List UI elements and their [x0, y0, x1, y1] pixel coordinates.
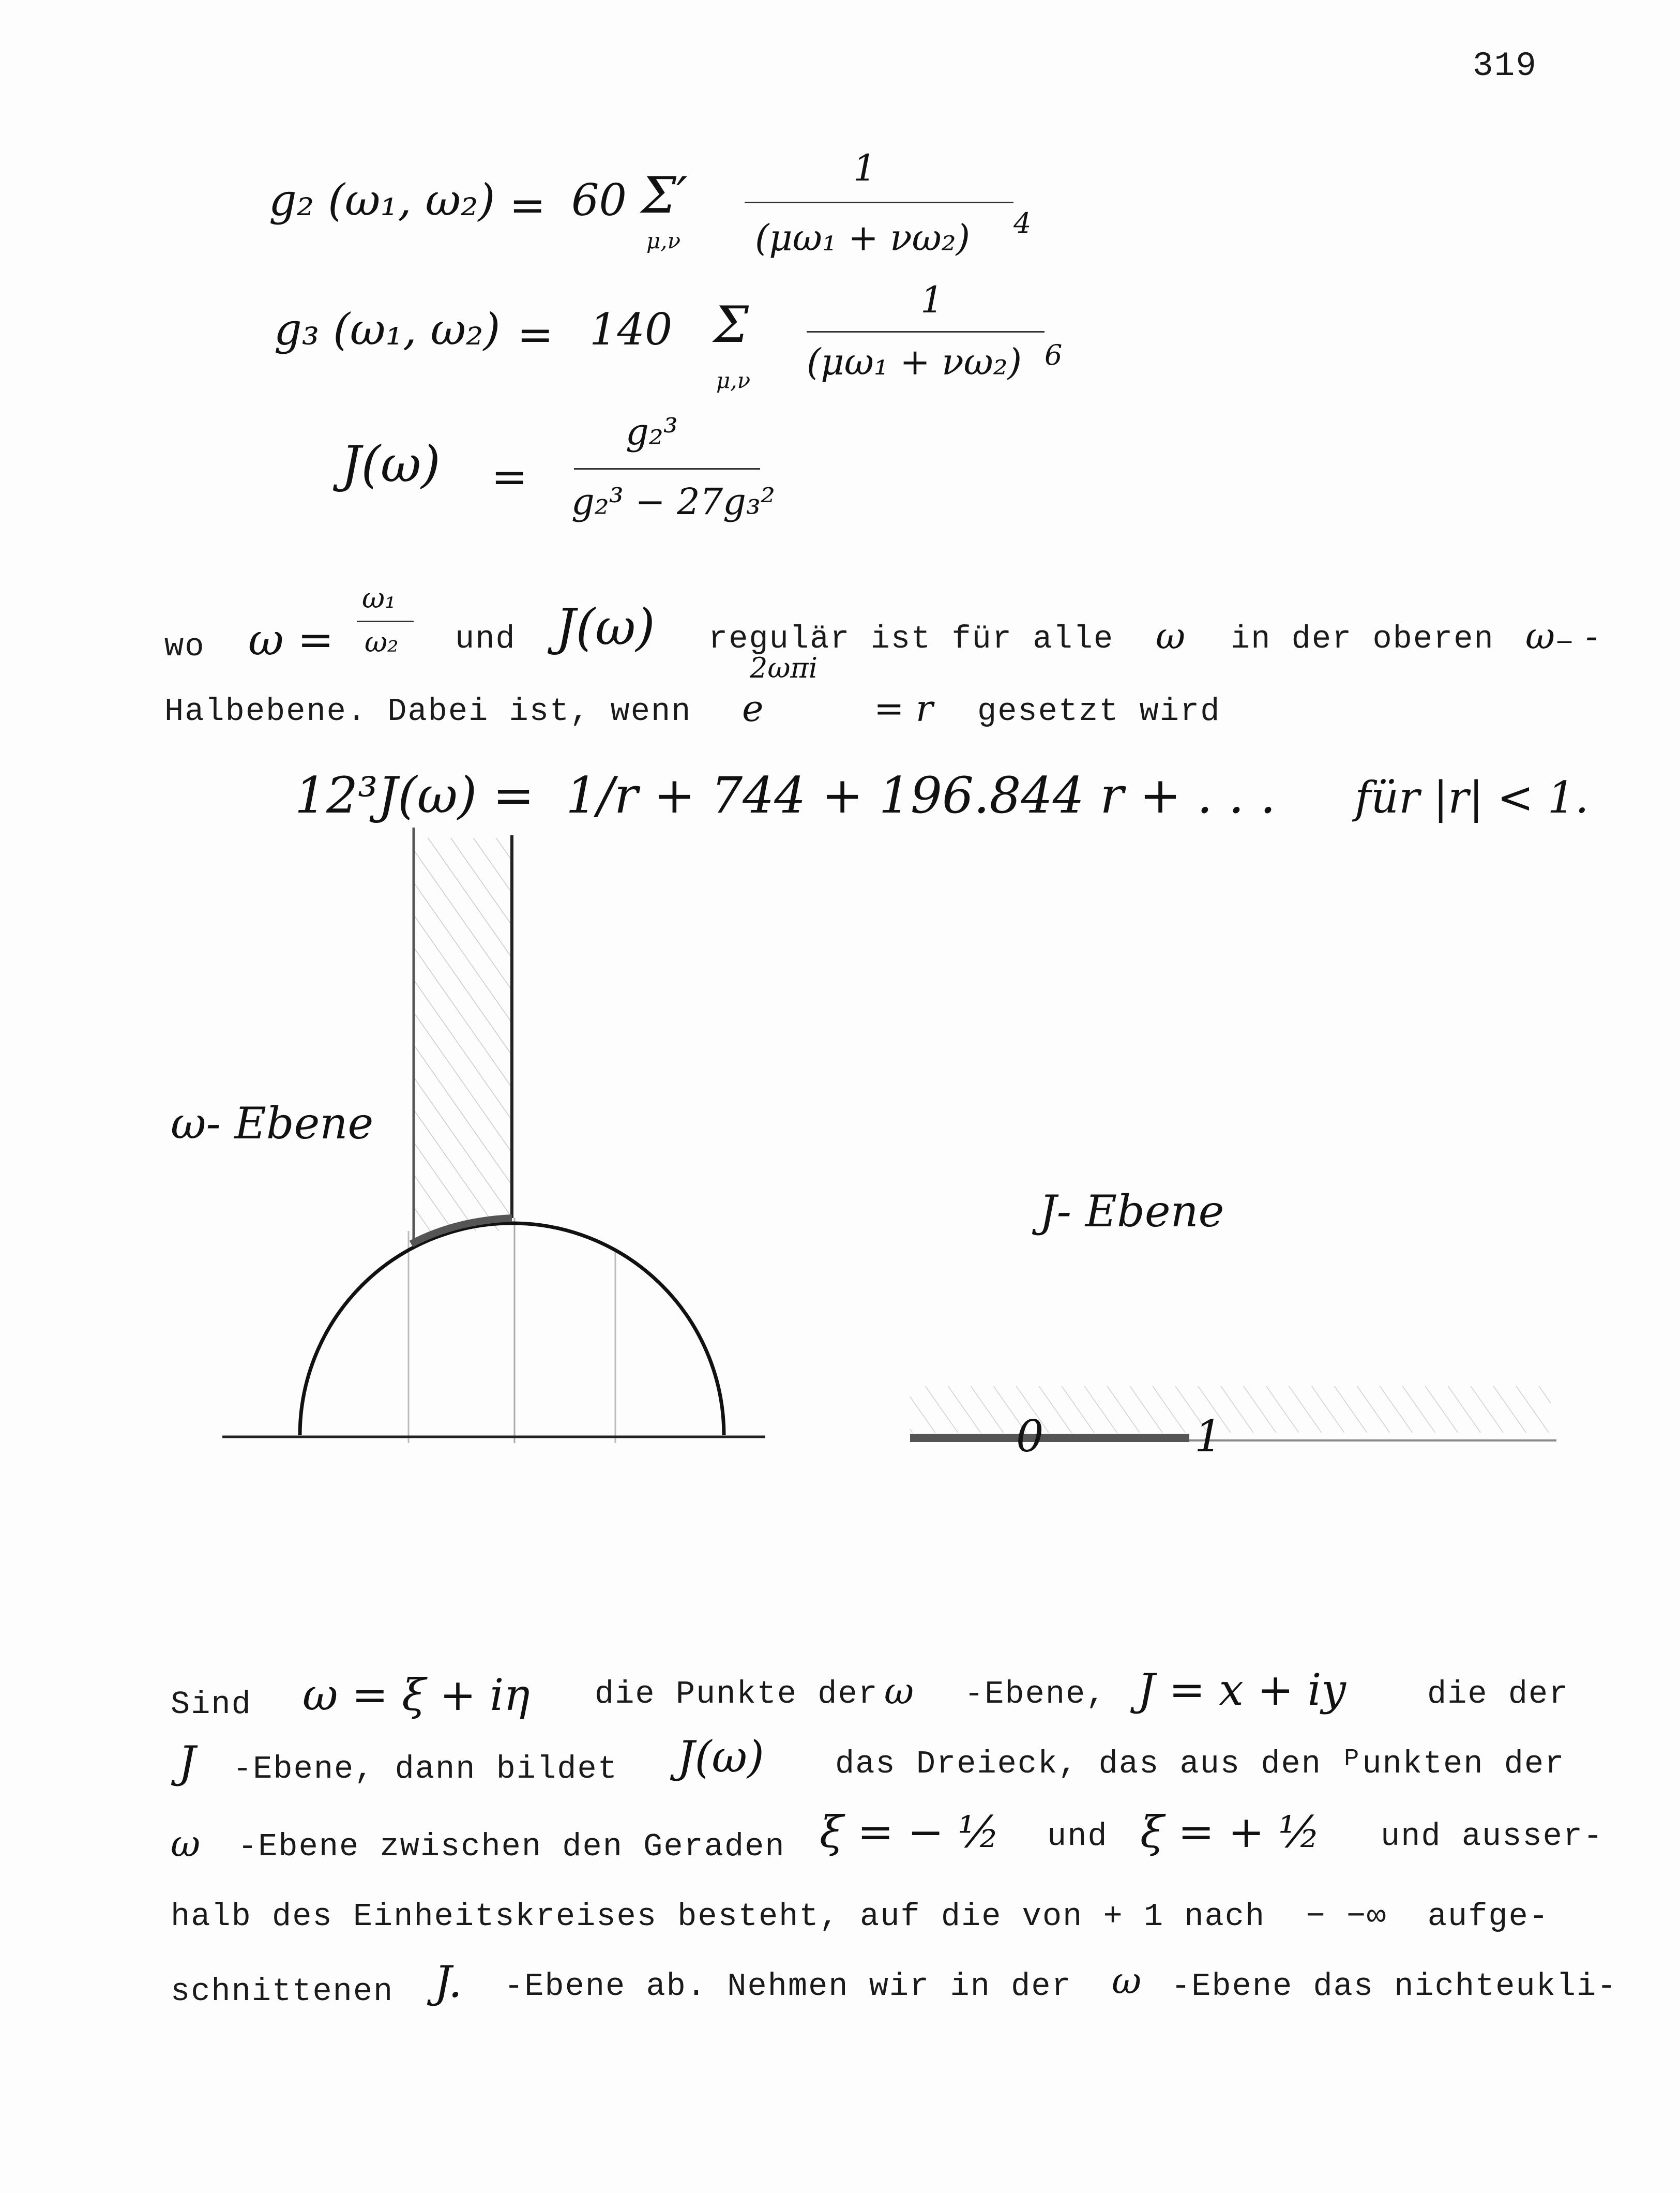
j-numerator: g₂³: [626, 411, 678, 453]
g3-sum-index: μ,ν: [716, 368, 751, 393]
g2-sum-index: μ,ν: [646, 228, 681, 253]
p2-l2-text: -Ebene, dann bildet: [233, 1751, 618, 1788]
equals-r: = r: [874, 687, 933, 730]
p2-l1-omega: ω: [884, 1670, 914, 1713]
p2-l1-j-def: J = x + iy: [1138, 1664, 1346, 1715]
word-wo: wo: [164, 628, 205, 665]
p2-l3-xi-minus: ξ = − ½: [820, 1807, 1000, 1857]
word-und: und: [455, 621, 516, 657]
fundamental-domain-hatching: [414, 838, 512, 1231]
j-omega-inline: J(ω): [556, 598, 655, 656]
g2-coefficient: 60: [571, 175, 627, 226]
g3-coefficient: 140: [589, 304, 673, 355]
exp-e: e: [742, 687, 764, 730]
g3-denominator: (μω₁ + νω₂): [807, 341, 1022, 383]
omega-inline-1: ω: [1156, 615, 1186, 657]
p2-l1-ebene: -Ebene,: [964, 1676, 1107, 1713]
p2-l2-text-2: das Dreieck, das aus den ᴾunkten der: [835, 1746, 1565, 1782]
p2-l5-text-3: -Ebene das nichteukli-: [1171, 1968, 1617, 2005]
omega-plane-label: ω- Ebene: [171, 1098, 374, 1149]
p2-l3-xi-plus: ξ = + ½: [1140, 1807, 1321, 1857]
unit-semicircle: [300, 1223, 724, 1435]
expansion-condition: für |r| < 1.: [1355, 772, 1589, 823]
j-lhs: J(ω): [341, 435, 441, 493]
g3-exponent: 6: [1045, 339, 1063, 371]
p2-l3-text: -Ebene zwischen den Geraden: [238, 1828, 785, 1865]
g2-denominator: (μω₁ + νω₂): [755, 217, 971, 259]
text-gesetzt-wird: gesetzt wird: [977, 693, 1221, 730]
text-halbebene: Halbebene. Dabei ist, wenn: [164, 693, 692, 730]
j-plane-label: J- Ebene: [1039, 1186, 1224, 1237]
j-plane-hatching: [910, 1386, 1551, 1433]
g3-numerator: 1: [920, 279, 944, 321]
p2-l1-die-der: die der: [1427, 1676, 1569, 1713]
p2-l5-omega: ω: [1112, 1960, 1142, 2002]
j-denominator: g₂³ − 27g₃²: [571, 480, 776, 523]
expansion-formula: 12³J(ω) = 1/r + 744 + 196.844 r + . . .: [295, 767, 1276, 824]
g3-lhs: g₃ (ω₁, ω₂): [274, 304, 501, 355]
g2-equals: =: [509, 180, 546, 231]
p2-l5-text: schnittenen: [171, 1973, 394, 2010]
p2-l1-sind: Sind: [171, 1686, 252, 1723]
g2-lhs: g₂ (ω₁, ω₂): [269, 175, 495, 226]
p2-l2-j-omega: J(ω): [677, 1732, 764, 1782]
g3-equals: =: [517, 309, 554, 360]
p2-l1-omega-def: ω = ξ + iη: [302, 1670, 530, 1720]
p2-l3-und: und: [1047, 1818, 1108, 1855]
text-in-der-oberen: in der oberen: [1231, 621, 1494, 657]
mark-zero: 0: [1016, 1411, 1044, 1462]
g2-exponent: 4: [1013, 207, 1032, 239]
omega-den: ω₂: [365, 626, 399, 658]
p2-l3-ausser: und ausser-: [1381, 1818, 1604, 1855]
exp-exponent: 2ωπi: [750, 652, 818, 684]
g3-sum-sign: Σ: [714, 296, 749, 354]
g2-numerator: 1: [853, 147, 876, 189]
g2-sum-sign: Σ′: [641, 167, 688, 224]
p2-l3-omega: ω: [171, 1823, 201, 1865]
p2-l5-text-2: -Ebene ab. Nehmen wir in der: [504, 1968, 1072, 2005]
j-equals: =: [491, 452, 528, 502]
p2-l2-j: J: [178, 1737, 196, 1788]
p2-l1-text: die Punkte der: [595, 1676, 879, 1713]
p2-l5-j: J.: [434, 1957, 462, 2007]
omega-dash: ω₋ -: [1525, 615, 1598, 657]
page-number: 319: [1473, 47, 1537, 85]
text-regular: regulär ist für alle: [708, 621, 1114, 657]
p2-l4-text: halb des Einheitskreises besteht, auf die von + 1 nach − −∞ aufge-: [171, 1898, 1550, 1935]
mark-one: 1: [1194, 1411, 1222, 1462]
omega-num: ω₁: [362, 582, 396, 614]
omega-definition-lhs: ω =: [248, 614, 334, 665]
